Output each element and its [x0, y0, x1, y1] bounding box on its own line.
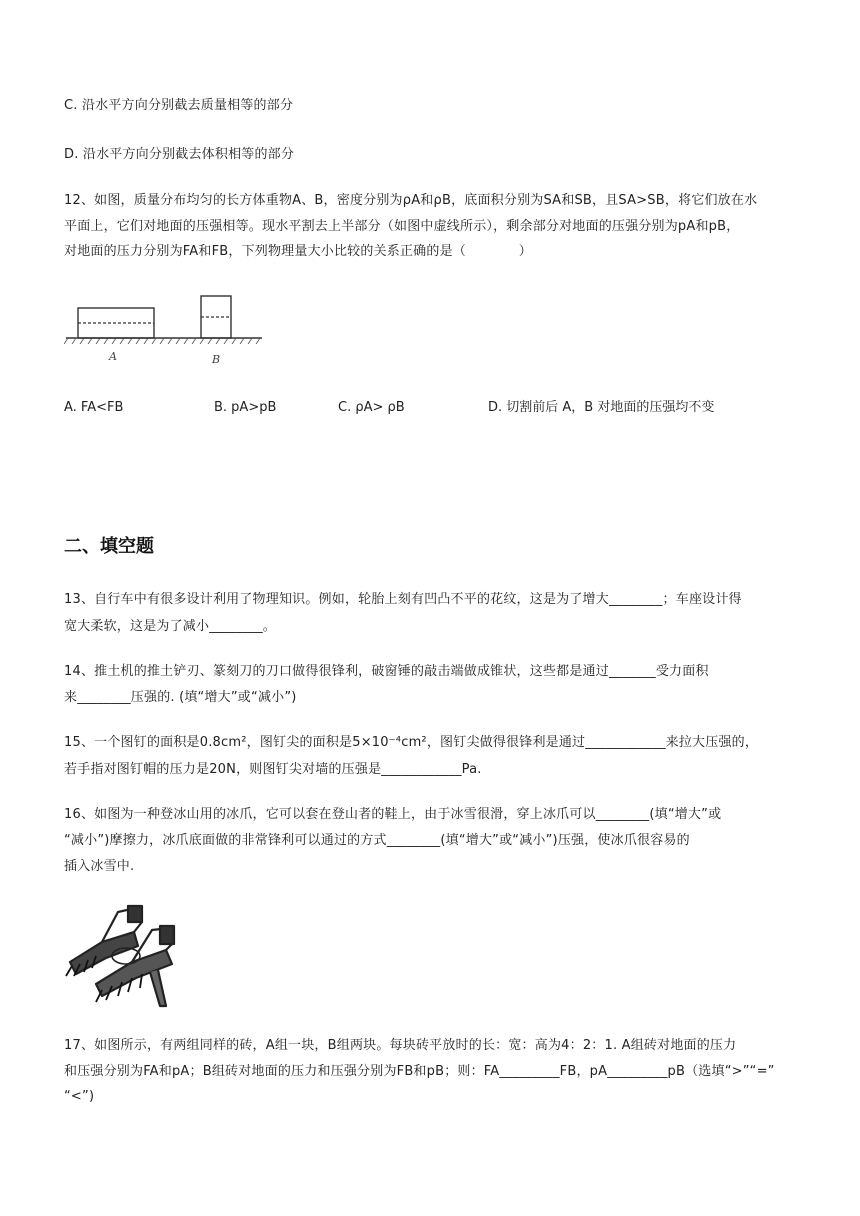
q12-option-c: C. ρA> ρB [338, 400, 405, 415]
q17-line1: 17、如图所示，有两组同样的砖，A组一块，B组两块。每块砖平放时的长：宽：高为4：2：1. A组砖对地面的压力 [64, 1038, 737, 1053]
crampon-figure [62, 902, 192, 1014]
q13-line1: 13、自行车中有很多设计利用了物理知识。例如，轮胎上刻有凹凸不平的花纹，这是为了增大________；车座设计得 [64, 592, 742, 607]
q14-line2: 来________压强的. (填“增大”或“减小”) [64, 690, 297, 705]
q15-line1: 15、一个图钉的面积是0.8cm²，图钉尖的面积是5×10⁻⁴cm²，图钉尖做得很锋利是通过____________来拉大压强的， [64, 735, 759, 750]
q17-line2: 和压强分别为FA和pA；B组砖对地面的压力和压强分别为FB和pB；则：FA_________FB，pA_________pB（选填“>”“=” [64, 1064, 775, 1079]
q12-line1: 12、如图，质量分布均匀的长方体重物A、B，密度分别为ρA和ρB，底面积分别为SA和SB，且SA>SB，将它们放在水 [64, 193, 758, 208]
section-title: 二、填空题 [64, 536, 154, 557]
option-c-prev: C. 沿水平方向分别截去质量相等的部分 [64, 98, 294, 113]
q12-blocks-figure [64, 292, 264, 372]
option-d-prev: D. 沿水平方向分别截去体积相等的部分 [64, 147, 295, 162]
q12-option-a: A. FA<FB [64, 400, 124, 415]
q16-line1: 16、如图为一种登冰山用的冰爪，它可以套在登山者的鞋上，由于冰雪很滑，穿上冰爪可以________(填“增大”或 [64, 807, 722, 822]
q17-line3: “<”) [64, 1089, 95, 1104]
q13-line2: 宽大柔软，这是为了减小________。 [64, 619, 277, 634]
q12-option-d: D. 切割前后 A，B 对地面的压强均不变 [488, 400, 715, 415]
q12-line3: 对地面的压力分别为FA和FB，下列物理量大小比较的关系正确的是（ ） [64, 244, 532, 259]
block-b-label: B [212, 353, 221, 366]
q15-line2: 若手指对图钉帽的压力是20N，则图钉尖对墙的压强是____________Pa. [64, 762, 482, 777]
q12-line2: 平面上，它们对地面的压强相等。现水平割去上半部分（如图中虚线所示），剩余部分对地面的压强分别为pA和pB， [64, 219, 740, 234]
q16-line3: 插入冰雪中. [64, 859, 135, 874]
q16-line2: “减小”)摩擦力，冰爪底面做的非常锋利可以通过的方式________(填“增大”或“减小”)压强，使冰爪很容易的 [64, 833, 690, 848]
q12-option-b: B. pA>pB [214, 400, 277, 415]
q14-line1: 14、推土机的推土铲刃、篆刻刀的刀口做得很锋利，破窗锤的敲击端做成锥状，这些都是通过_______受力面积 [64, 664, 709, 679]
block-a-label: A [109, 350, 117, 363]
